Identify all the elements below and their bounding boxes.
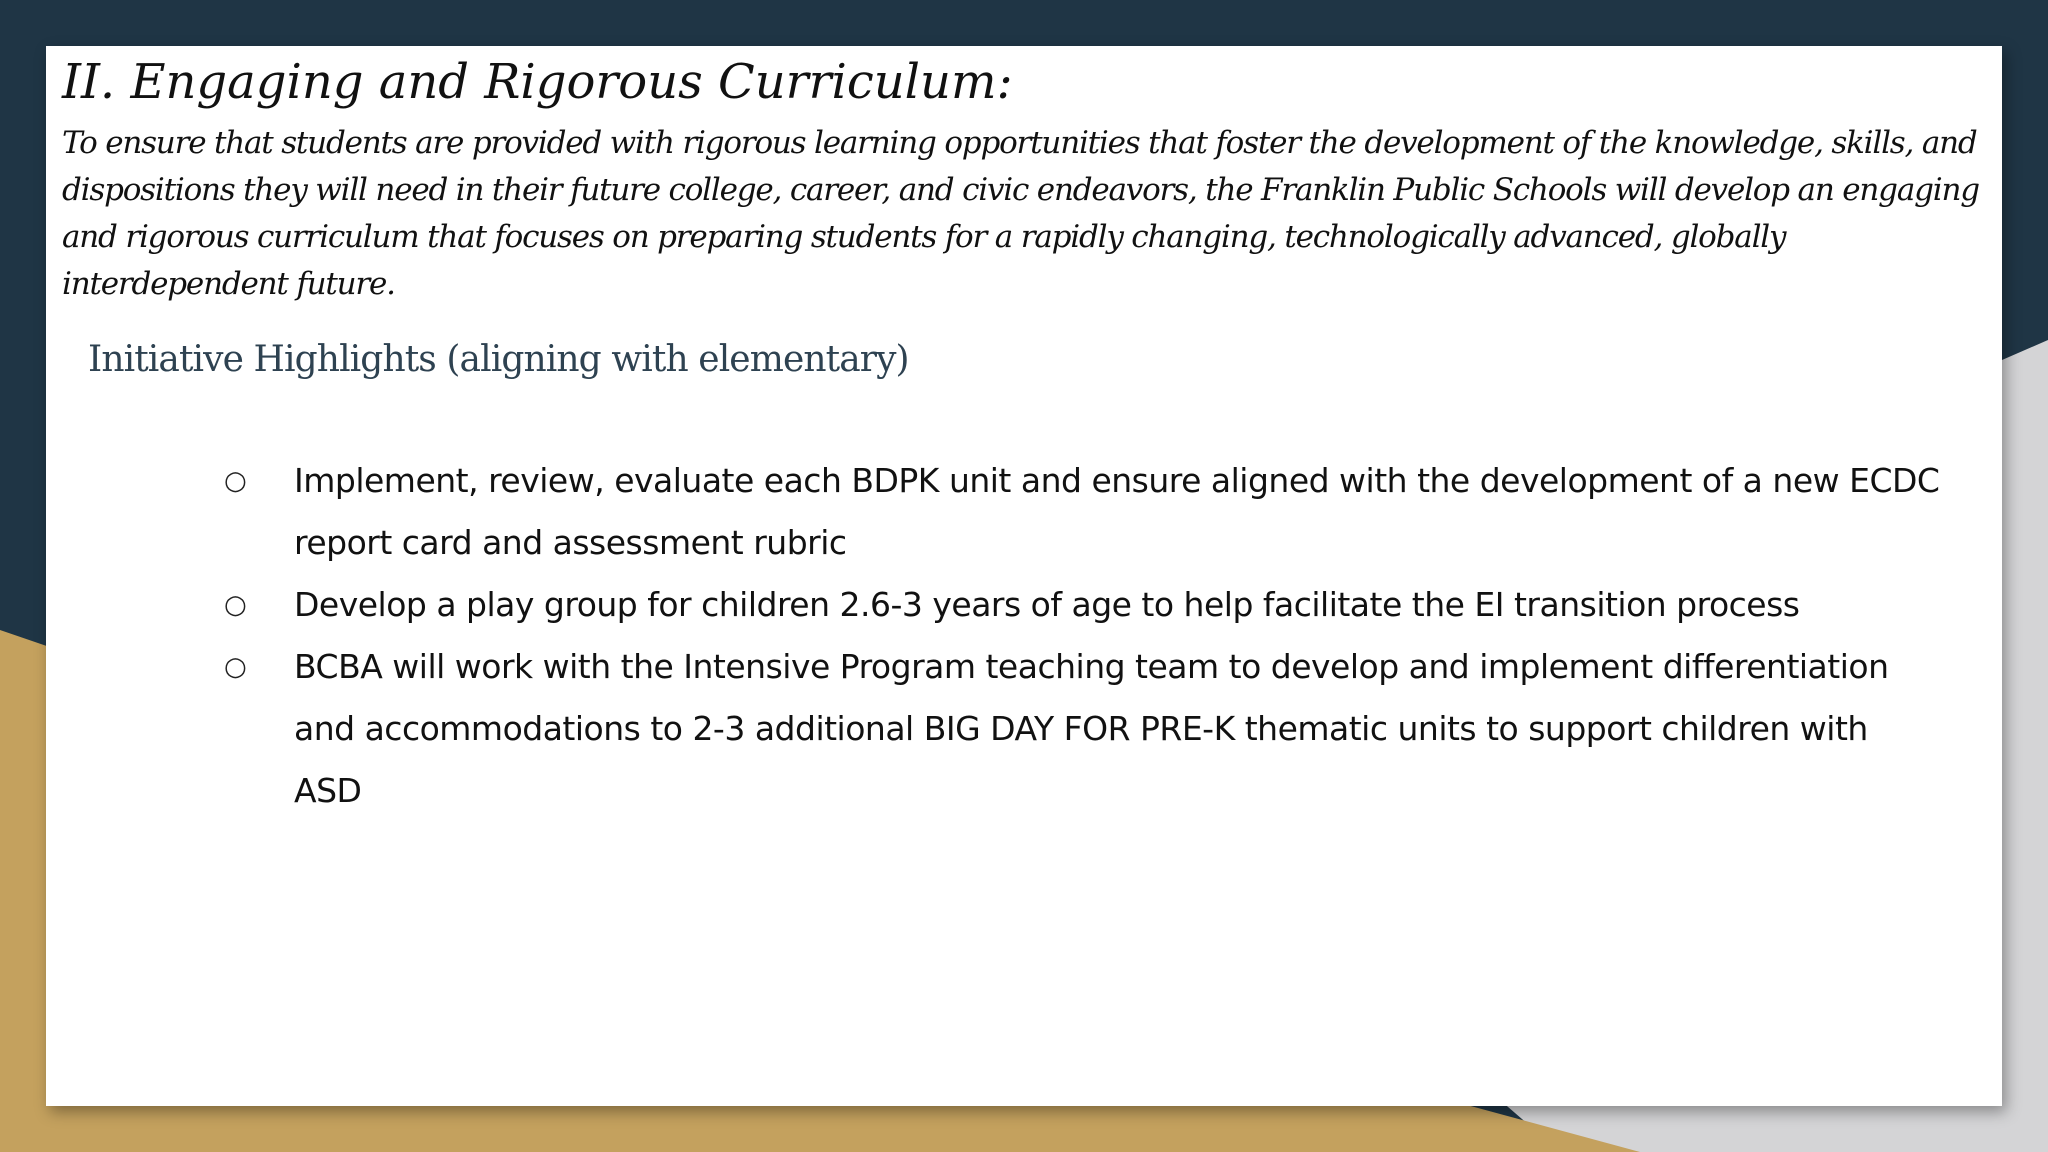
slide-title: II. Engaging and Rigorous Curriculum: [62,54,1013,110]
bullet-item-3 [46,636,2002,822]
bullet-item-2 [46,574,2002,636]
hollow-circle-bullet-icon: ○ [224,466,247,496]
bullet-text-2: Develop a play group for children 2.6-3 years of age to help facilitate the EI transition process [294,585,1800,624]
bullet-text-3: BCBA will work with the Intensive Program teaching team to develop and implement differentiation and accommodations to 2-3 additional BIG DAY FOR PRE-K thematic units to support children with ASD [294,647,1889,810]
section-heading: Initiative Highlights (aligning with elementary) [88,339,909,380]
bullet-list [46,450,2002,822]
hollow-circle-bullet-icon: ○ [224,590,247,620]
slide-card [46,46,2002,1106]
bullet-text-1: Implement, review, evaluate each BDPK unit and ensure aligned with the development of a new ECDC report card and assessment rubric [294,461,1940,562]
bullet-item-1 [46,450,2002,574]
slide-subtitle: To ensure that students are provided with rigorous learning opportunities that foster the development of the knowledge, skills, and dispositions they will need in their future college, career, and civic endeavors, the Franklin Public Schools will develop an engaging and rigorous curriculum that focuses on preparing students for a rapidly changing, technologically advanced, globally interdependent future. [62,125,1979,302]
hollow-circle-bullet-icon: ○ [224,652,247,682]
